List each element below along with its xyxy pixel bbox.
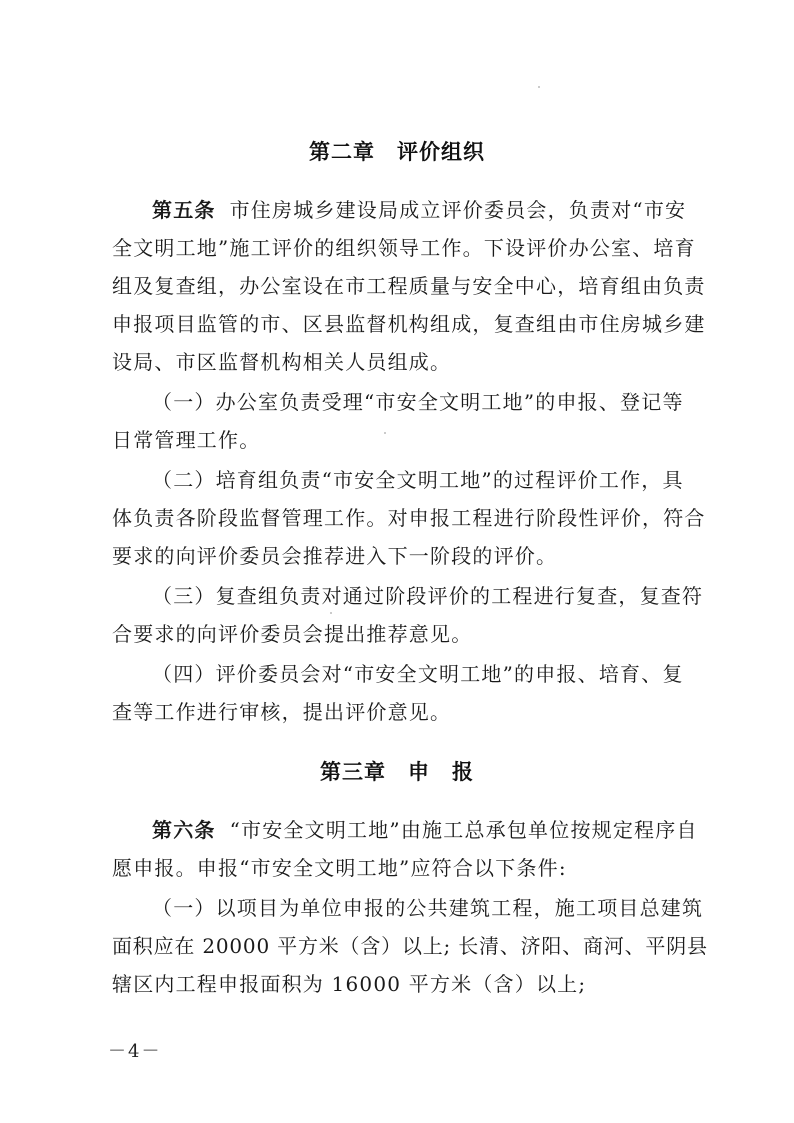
item-1-line-1: （一）办公室负责受理“市安全文明工地”的申报、登记等 bbox=[152, 390, 684, 414]
item-3-line-1: （三）复查组负责对通过阶段评价的工程进行复查，复查符 bbox=[152, 584, 704, 608]
article-5-line-2: 全文明工地”施工评价的组织领导工作。下设评价办公室、培育 bbox=[112, 236, 696, 260]
article-text: “市安全文明工地”由施工总承包单位按规定程序自 bbox=[229, 818, 698, 842]
scan-speck bbox=[384, 432, 386, 434]
chapter-number: 第三章 bbox=[320, 760, 386, 784]
article-5-line-3: 组及复查组，办公室设在市工程质量与安全中心，培育组由负责 bbox=[112, 274, 706, 298]
scan-speck bbox=[538, 86, 540, 88]
chapter-heading bbox=[0, 136, 794, 166]
article-6-line-2: 愿申报。申报“市安全文明工地”应符合以下条件: bbox=[112, 856, 567, 880]
item-6-1-line-1: （一）以项目为单位申报的公共建筑工程，施工项目总建筑 bbox=[152, 896, 704, 920]
page-number: －4－ bbox=[108, 1041, 162, 1062]
article-5-line-1 bbox=[152, 194, 686, 223]
article-label: 第六条 bbox=[152, 818, 216, 842]
item-1-line-2: 日常管理工作。 bbox=[112, 428, 261, 452]
scan-speck bbox=[330, 612, 332, 614]
article-5-line-4: 申报项目监管的市、区县监督机构组成，复查组由市住房城乡建 bbox=[112, 312, 706, 336]
item-6-1-line-2: 面积应在 20000 平方米（含）以上; 长清、济阳、商河、平阴县 bbox=[112, 934, 708, 958]
item-4-line-1: （四）评价委员会对“市安全文明工地”的申报、培育、复 bbox=[152, 662, 684, 686]
item-2-line-2: 体负责各阶段监督管理工作。对申报工程进行阶段性评价，符合 bbox=[112, 506, 706, 530]
item-3-line-2: 合要求的向评价委员会提出推荐意见。 bbox=[112, 622, 473, 646]
article-text: 市住房城乡建设局成立评价委员会，负责对“市安 bbox=[229, 198, 687, 222]
item-2-line-1: （二）培育组负责“市安全文明工地”的过程评价工作，具 bbox=[152, 468, 684, 492]
item-4-line-2: 查等工作进行审核，提出评价意见。 bbox=[112, 700, 452, 724]
chapter-number: 第二章 bbox=[309, 140, 375, 164]
chapter-heading bbox=[0, 756, 794, 786]
chapter-title: 评价组织 bbox=[397, 140, 485, 164]
item-2-line-3: 要求的向评价委员会推荐进入下一阶段的评价。 bbox=[112, 544, 558, 568]
article-6-line-1 bbox=[152, 814, 698, 843]
article-label: 第五条 bbox=[152, 198, 216, 222]
article-5-line-5: 设局、市区监督机构相关人员组成。 bbox=[112, 350, 452, 374]
chapter-title: 申 报 bbox=[408, 760, 474, 784]
item-6-1-line-3: 辖区内工程申报面积为 16000 平方米（含）以上; bbox=[112, 972, 587, 996]
